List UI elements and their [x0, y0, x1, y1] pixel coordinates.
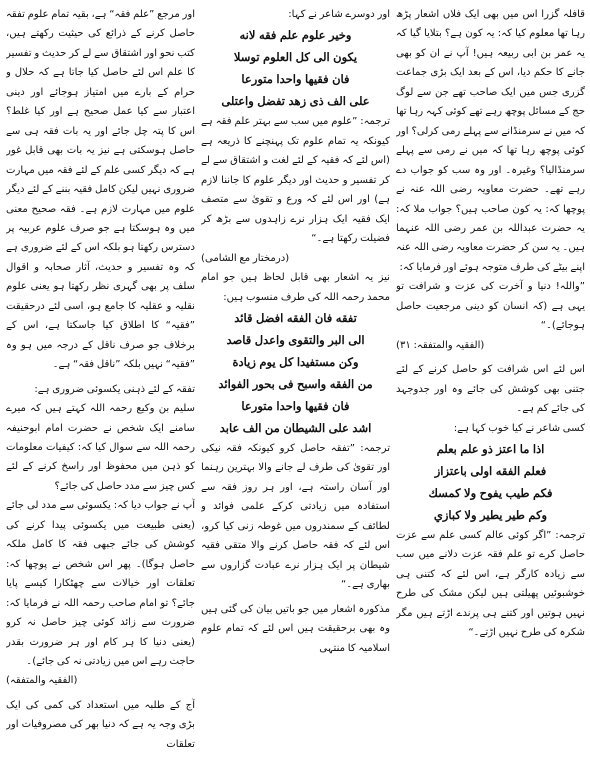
paragraph: آپ نے جواب دیا کہ: یکسوئی سے مدد لی جائے (یعنی طبیعت میں یکسوئی پیدا کرنے کی کوشش کی جائے جبھی فقہ کا کامل ملکہ حاصل ہوگا)۔ پھر اس شخص نے پوچھا کہ: تعلقات اور خیالات سے چھٹکارا کیسے پایا جائے؟ تو امام صاحب رحمہ اللہ نے فرمایا کہ: ضرورت سے زائد کوئی چیز حاصل نہ کرو (یعنی دنیا کا ہر کام اور ہر ضرورت بقدر حاجت رہے اس میں زیادتی نہ کی جائے)۔	[6, 500, 195, 667]
poem-verse: تفقه فان الفقه افضل قائد	[234, 310, 357, 325]
poem-verse: اذا ما اعتز ذو علم بعلم	[436, 441, 545, 456]
quote-text: ”واللہ! دنیا و آخرت کی عزت و شرافت تو یہی ہے (کہ انسان کو دینی مرجعیت حاصل ہوجائے)۔“	[396, 281, 585, 332]
poem-verse: وكم طير يطير ولا كبازي	[433, 507, 548, 522]
paragraph: اور دوسرے شاعر نے کہا:	[288, 9, 390, 20]
paragraph: مذکورہ اشعار میں جو باتیں بیان کی گئی ہیں وہ بھی برحقیقت ہیں اس لئے کہ تمام علوم اسلامیہ کا منتہی	[201, 603, 390, 654]
reference-citation: (الفقیہ والمتفقہ)	[6, 675, 78, 687]
paragraph: کسی شاعر نے کیا خوب کہا ہے:	[453, 422, 585, 434]
translation-paragraph: ترجمہ: ”اگر کوئی عالم کسی علم سے عزت حاصل کرے تو علم فقہ عزت دلانے میں سب سے زیادہ کارگر ہے، اس لئے کہ کتنی ہی خوشبوئیں پھیلتی ہیں لیکن مشک کی طرح نہیں ہوتیں اور کتنے ہی پرندے اڑتے ہیں مگر شکرہ کی طرح نہیں اڑتے۔“	[396, 529, 585, 639]
translation-paragraph: ترجمہ: ”تفقہ حاصل کرو کیونکہ فقہ نیکی اور تقویٰ کی طرف لے جانے والا بہترین رہنما اور آسان راستہ ہے، اور ہر روز فقہ سے استفادہ میں زیادتی کرکے علمی فوائد و لطائف کے سمندروں میں غوطہ زنی کیا کرو، اس لئے کہ فقہ حاصل کرنے والا متقی فقیہ شیطان پر ایک ہزار نرے عبادت گزاروں سے بھاری ہے۔“	[201, 442, 390, 591]
translation-paragraph: ترجمہ: ”علوم میں سب سے بہتر علم فقہ ہے کیونکہ یہ تمام علوم تک پہنچنے کا ذریعہ ہے (اس لئے کہ فقیہ کے لئے لغت و اشتقاق سے لے کر تفسیر و حدیث اور دیگر علوم کا جاننا لازم ہے) اور اس لئے کہ ورع و تقویٰ سے متصف ایک فقیہ ایک ہزار نرے زاہدوں سے بڑھ کر فضیلت رکھتا ہے۔“	[201, 116, 390, 245]
reference-citation: (درمختار مع الشامی)	[201, 252, 290, 264]
poem-verse: فكم طيب يفوح ولا كمسك	[428, 485, 553, 500]
poem-verse: فان فقيها واحدا متورعا	[241, 72, 350, 87]
paragraph: اور مرجع ”علم فقہ“ ہے، بقیہ تمام علوم تفقہ حاصل کرنے کے ذرائع کی حیثیت رکھتے ہیں، کتب نحو اور اشتقاق سے لے کر حدیث و تفسیر کا علم اس لئے حاصل کیا جاتا ہے کہ حلال و حرام کے بارے میں امتیاز ہوجائے اور دینی اعتبار سے کیا عمل صحیح ہے اور کیا غلط؟ اس کا پتہ چل جائے اور یہ بات فقہ ہی سے حاصل ہوسکتی ہے نیز یہ بات بھی قابل غور ہے کہ دیگر کسی علم کے لئے فقہ میں مہارت ضروری نہیں لیکن کامل فقیہ بننے کے لئے دیگر علوم میں مہارت لازم ہے۔ فقہ صحیح معنی میں وہ ہوسکتا ہے جو صرف علوم عربیہ پر دسترس رکھتا ہو بلکہ اس کے لئے ضروری ہے کہ وہ تفسیر و حدیث، آثار صحابہ و اقوال سلف پر بھی گہری نظر رکھتا ہو یعنی علوم نقلیہ و عقلیہ کا جامع ہو، اسی لئے درحقیقت ”فقیہ“ کا اطلاق کیا جاسکتا ہے، اس کے برخلاف جو صرف ناقل کے درجہ میں ہو وہ ”فقیہ“ نہیں بلکہ ”ناقل فقہ“ ہے۔	[6, 9, 195, 371]
arabic-poem	[201, 24, 390, 112]
section-heading: تفقہ کے لئے ذہنی یکسوئی ضروری ہے:	[34, 383, 195, 395]
poem-verse: اشد على الشيطان من الف عابد	[219, 420, 372, 435]
poem-verse: وخير علوم علم فقه لانه	[239, 28, 352, 43]
arabic-poem	[396, 438, 585, 526]
paragraph: آج کے طلبہ میں استعداد کی کمی کی ایک بڑی وجہ یہ ہے کہ دنیا بھر کی مصروفیات اور تعلقات	[6, 699, 195, 750]
column-left	[6, 5, 195, 759]
column-middle	[201, 5, 390, 759]
three-column-layout	[6, 5, 585, 759]
poem-verse: وكن مستفيدا كل يوم زيادة	[232, 354, 359, 369]
poem-verse: يكون الى كل العلوم توسلا	[233, 50, 358, 65]
paragraph: سلیم بن وکیع رحمہ اللہ کہتے ہیں کہ میرے سامنے ایک شخص نے حضرت امام ابوحنیفہ رحمہ اللہ سے سوال کیا کہ: کیفیات معلومات کو ذہن میں محفوظ اور راسخ کرنے کے لئے کس چیز سے مدد حاصل کی جائے؟	[6, 403, 195, 492]
column-right	[396, 5, 585, 759]
poem-verse: الى البر والتقوى واعدل قاصد	[226, 332, 365, 347]
arabic-poem	[201, 307, 390, 439]
reference-citation: (الفقیہ والمتفقہ: ۳۱)	[396, 339, 485, 351]
paragraph: قافلہ گزرا اس میں بھی ایک فلاں اشعار پڑھ رہا تھا معلوم کیا کہ: یہ کون ہے؟ بتلایا گیا کہ یہ عمر بن ابی ربیعہ ہیں! آپ نے ان کو بھی جانے کا حکم دیا، اس کے بعد ایک بڑی جماعت گزری جس میں ایک صاحب تھے جن سے لوگ حج کے مسائل پوچھ رہے تھے کوئی کہہ رہا تھا کہ میں نے سرمنڈانے سے پہلے رمی کرلی؟ اور کوئی پوچھ رہا تھا کہ میں نے رمی سے پہلے سرمنڈالیا؟ وغیرہ۔ اور وہ سب کو جواب دے رہے تھے۔ حضرت معاویہ رضی اللہ عنہ نے پوچھا کہ: یہ کون صاحب ہیں؟ جواب ملا کہ: یہ حضرت عبداللہ بن عمر رضی اللہ عنہما ہیں۔ یہ سن کر حضرت معاویہ رضی اللہ عنہ اپنے بیٹے کی طرف متوجہ ہوئے اور فرمایا کہ:	[396, 9, 585, 273]
paragraph: اس لئے اس شرافت کو حاصل کرنے کے لئے جتنی بھی کوشش کی جائے وہ اور جدوجہد کی جائے کم ہے۔	[396, 364, 585, 415]
poem-verse: من الفقه واسبح فى بحور الفوائد	[218, 376, 373, 391]
poem-verse: فان فقيها واحدا متورعا	[241, 398, 350, 413]
poem-verse: على الف ذى زهد تفضل واعتلى	[221, 94, 370, 109]
poem-verse: فعلم الفقه اولى باعتزاز	[434, 463, 547, 478]
paragraph: نیز یہ اشعار بھی قابل لحاظ ہیں جو امام محمد رحمہ اللہ کی طرف منسوب ہیں:	[201, 272, 390, 303]
